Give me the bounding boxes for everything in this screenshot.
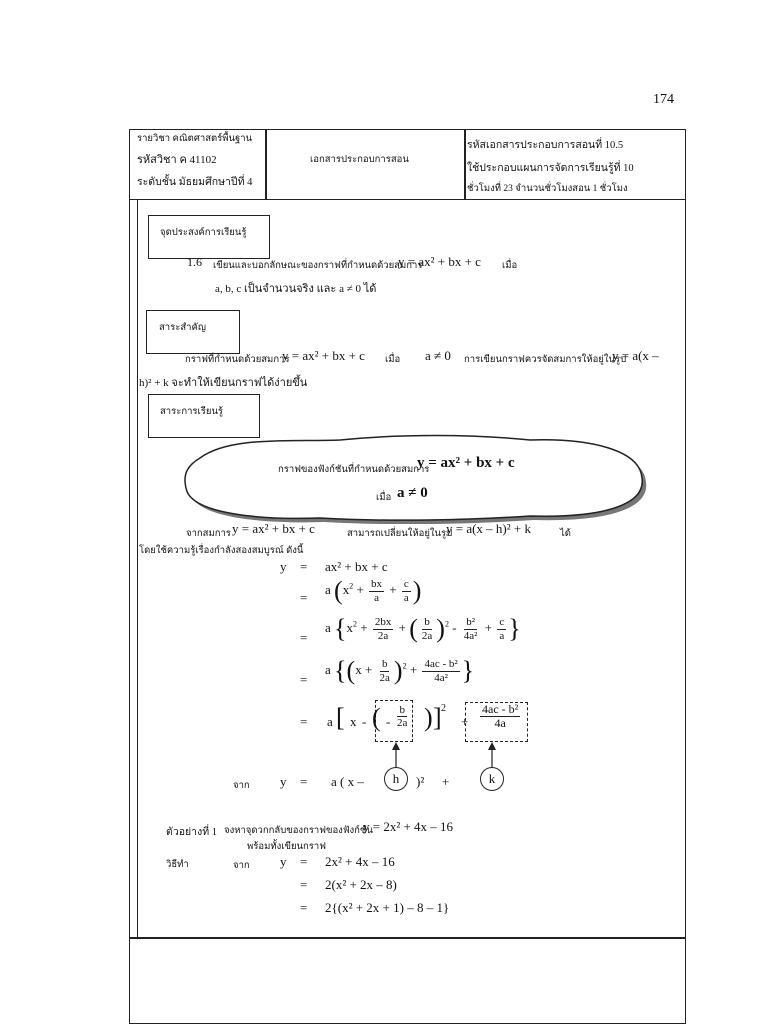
derivation-intro-a: จากสมการ	[186, 529, 231, 539]
fraction-num: 2bx	[374, 616, 392, 629]
arrow-to-k	[486, 742, 498, 768]
step5-a: a	[327, 714, 333, 729]
example-task2: พร้อมทั้งเขียนกราฟ	[247, 842, 326, 852]
fraction-num: b	[381, 658, 388, 671]
step5-k-frac	[478, 703, 522, 730]
step5-bracket-close: ]	[433, 703, 442, 732]
fraction-num: c	[403, 578, 409, 591]
step2-a: a	[325, 581, 331, 597]
example-eq2: =	[300, 877, 308, 892]
footer-frame	[129, 938, 686, 1024]
step1-eq: =	[300, 559, 308, 574]
example-label: ตัวอย่างที่ 1	[166, 827, 217, 838]
fraction-b-2a	[395, 704, 409, 729]
fraction-c-a	[402, 578, 411, 603]
key-concept-form: y = a(x –	[612, 348, 659, 363]
step2-eq: =	[300, 590, 308, 605]
fraction-den: a	[403, 591, 409, 604]
objective-number: 1.6	[187, 255, 202, 269]
step1-y: y	[280, 559, 287, 574]
fraction-den: 2a	[397, 717, 408, 730]
step5-square: 2	[441, 703, 446, 714]
key-concept-equation: y = ax² + bx + c	[282, 348, 365, 363]
step3-plus1: +	[360, 619, 368, 635]
cloud-equation: y = ax² + bx + c	[417, 455, 515, 471]
step4-eq: =	[300, 672, 308, 687]
fraction-num: 4ac - b²	[482, 702, 519, 716]
example-step3: 2{(x² + 2x + 1) – 8 – 1}	[325, 900, 450, 915]
cloud-text: กราฟของฟังก์ชันที่กำหนดด้วยสมการ	[278, 465, 430, 475]
derivation-intro-line2: โดยใช้ความรู้เรื่องกำลังสองสมบูรณ์ ดังนี้	[139, 546, 304, 556]
step3-x: x	[346, 619, 354, 635]
example-eq3: =	[300, 900, 308, 915]
key-concept-line2: h)² + k จะทำให้เขียนกราฟได้ง่ายขึ้น	[139, 377, 308, 389]
step5-paren-close: )	[424, 703, 433, 732]
derivation-intro-eq: y = ax² + bx + c	[232, 521, 315, 536]
header-divider-1	[265, 129, 267, 199]
cloud-shape	[185, 436, 642, 521]
key-concept-label: สาระสำคัญ	[159, 323, 206, 333]
fraction-num: bx	[371, 578, 383, 591]
objective-when: เมื่อ	[502, 261, 518, 271]
objective-label: จุดประสงค์การเรียนรู้	[160, 228, 247, 238]
final-eq: =	[300, 774, 308, 789]
fraction-c-a	[497, 616, 506, 641]
objective-text: เขียนและบอกลักษณะของกราฟที่กำหนดด้วยสมการ	[213, 261, 423, 271]
final-from: จาก	[233, 781, 250, 791]
objective-equation: y = ax² + bx + c	[398, 254, 481, 269]
example-equation: y = 2x² + 4x – 16	[363, 819, 454, 834]
step4-plus1: +	[364, 661, 373, 677]
step4-a: a	[325, 661, 331, 677]
example-task: จงหาจุดวกกลับของกราฟของฟังก์ชัน	[224, 826, 373, 836]
h-circle: h	[384, 767, 408, 791]
fraction-4acb2-4a	[480, 703, 520, 730]
derivation-intro-c: ได้	[560, 529, 571, 539]
step3-expr: a {$x^2$ + $\frac{2bx}{2a}$ + ( $\frac{b}{2a}$ )$^2$ - $\frac{\text{b²}}{\text{4a²}}$ + $\frac{c}{a}$ }	[325, 614, 521, 643]
fraction-num: 4ac - b²	[424, 658, 458, 671]
fraction-num: b²	[466, 616, 476, 629]
fraction-num: c	[499, 616, 505, 629]
fraction-num: b	[424, 616, 430, 629]
step2-plus2: +	[389, 581, 397, 597]
step5-h-frac	[393, 704, 411, 729]
step2-expr: a ($x^2$ + $\frac{bx}{a}$ + $\frac{c}{a}$ )	[325, 576, 422, 605]
content-label: สาระการเรียนรู้	[160, 407, 224, 417]
page-number: 174	[653, 92, 674, 107]
cloud-condition: a ≠ 0	[397, 485, 428, 501]
key-concept-rest: การเขียนกราฟควรจัดสมการให้อยู่ในรูป	[464, 355, 627, 365]
fraction-b-2a	[378, 658, 392, 683]
fraction-num: b	[399, 704, 405, 716]
fraction-den: 2a	[379, 671, 390, 684]
objective-condition: a, b, c เป็นจำนวนจริง และ a ≠ 0 ได้	[215, 283, 377, 295]
cloud-when: เมื่อ	[376, 493, 392, 503]
step5-plus: +	[461, 714, 469, 729]
fraction-den: 4a	[494, 716, 506, 731]
example-y: y	[280, 854, 287, 869]
step2-x: x	[342, 581, 350, 597]
fraction-den: a	[374, 591, 379, 604]
fraction-bx-a	[369, 578, 384, 603]
step5-x: x	[350, 714, 357, 729]
step5-paren-open: (	[372, 703, 381, 732]
step5-h-minus: -	[386, 714, 391, 729]
step3-plus2: +	[398, 619, 406, 635]
header-doc-code: รหัสเอกสารประกอบการสอนที่ 10.5	[467, 140, 624, 151]
k-circle: k	[480, 767, 504, 791]
fraction-den: 2a	[421, 629, 433, 642]
step1-expr: ax² + bx + c	[325, 559, 388, 574]
header-code: รหัสวิชา ค 41102	[137, 154, 217, 166]
step3-plus3: +	[484, 619, 493, 635]
example-eq1: =	[300, 854, 308, 869]
key-concept-condition: a ≠ 0	[425, 348, 451, 363]
final-close: )²	[416, 774, 425, 789]
step5-minus: -	[362, 714, 367, 729]
fraction-den: a	[499, 629, 505, 642]
step4-expr: a {(x + $\frac{b}{2a}$ )$^2$ + $\frac{\text{4ac - b²}}{\text{4a²}}$ }	[325, 656, 475, 685]
derivation-intro-b: สามารถเปลี่ยนให้อยู่ในรูป	[347, 529, 453, 539]
header-divider-2	[464, 129, 466, 199]
step3-a: a	[325, 619, 331, 635]
final-a-open: a ( x –	[331, 774, 364, 789]
example-from: จาก	[233, 861, 250, 871]
derivation-intro-form: y = a(x – h)² + k	[446, 521, 531, 536]
step5-eq: =	[300, 714, 308, 729]
example-step2: 2(x² + 2x – 8)	[325, 877, 397, 892]
header-plan-use: ใช้ประกอบแผนการจัดการเรียนรู้ที่ 10	[467, 163, 634, 174]
fraction-den: 4a²	[434, 671, 448, 684]
header-subject: รายวิชา คณิตศาสตร์พื้นฐาน	[137, 134, 253, 144]
step2-plus1: +	[356, 581, 364, 597]
step5-bracket-open: [	[336, 703, 345, 732]
header-level: ระดับชั้น มัธยมศึกษาปีที่ 4	[137, 177, 253, 188]
fraction-den: 4a²	[463, 629, 478, 642]
example-step1: 2x² + 4x – 16	[325, 854, 395, 869]
step3-minus: -	[452, 619, 457, 635]
example-method: วิธีทำ	[166, 860, 189, 870]
key-concept-when: เมื่อ	[385, 355, 401, 365]
header-doc-title: เอกสารประกอบการสอน	[310, 155, 409, 165]
arrow-to-h	[390, 742, 402, 768]
fraction-4acb2-4a2	[422, 658, 459, 683]
fraction-b2-4a2	[462, 616, 480, 641]
key-concept-text: กราฟที่กำหนดด้วยสมการ	[185, 355, 290, 365]
step4-x: x	[355, 661, 362, 677]
fraction-den: 2a	[377, 629, 389, 642]
header-hours: ชั่วโมงที่ 23 จำนวนชั่วโมงสอน 1 ชั่วโมง	[467, 184, 628, 194]
step4-plus2: +	[409, 661, 418, 677]
final-y: y	[280, 774, 287, 789]
fraction-2bx-2a	[373, 616, 394, 641]
final-plus: +	[442, 774, 450, 789]
step3-eq: =	[300, 630, 308, 645]
fraction-b-2a	[420, 616, 434, 641]
